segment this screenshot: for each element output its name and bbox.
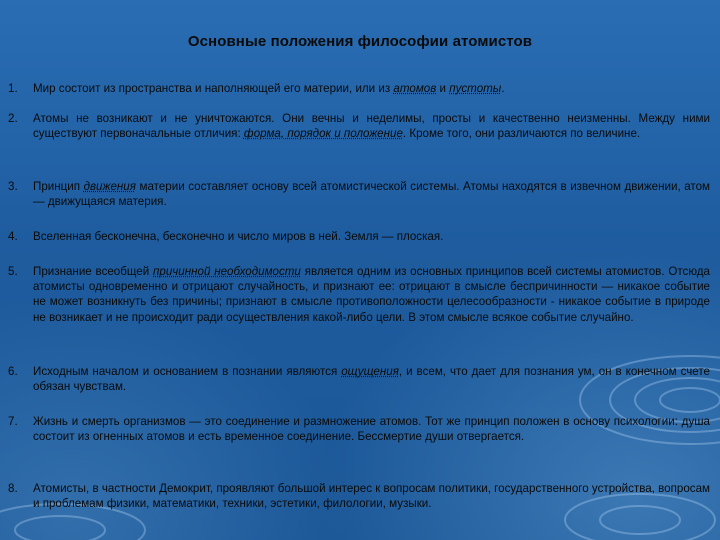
item-text: Мир состоит из пространства и наполняющей его материи, или из атомов и пустоты.	[33, 82, 505, 95]
item-number: 4.	[8, 230, 18, 243]
item-number: 2.	[8, 112, 18, 125]
item-text: Атомисты, в частности Демокрит, проявляют большой интерес к вопросам политики, государственного устройства, вопросам и проблемам физики, математики, техники, эстетики, филологии, музыки.	[33, 482, 710, 511]
slide-title: Основные положения философии атомистов	[187, 33, 533, 50]
item-text: Вселенная бесконечна, бесконечно и число миров в ней. Земля — плоская.	[33, 230, 444, 243]
item-number: 8.	[8, 482, 18, 495]
list-item	[8, 81, 710, 96]
list-item	[8, 229, 710, 244]
item-number: 5.	[8, 265, 18, 278]
list-item	[8, 111, 710, 141]
item-number: 6.	[8, 365, 18, 378]
list-item	[8, 414, 710, 444]
item-number: 1.	[8, 82, 18, 95]
list-item	[8, 264, 710, 325]
item-text: Атомы не возникают и не уничтожаются. Они вечны и неделимы, просты и качественно неизменны. Между ними существуют первоначальные отличия: форма, порядок и положение. Кроме того, они различаются по величине.	[33, 112, 710, 141]
list-item	[8, 364, 710, 394]
item-text: Признание всеобщей причинной необходимости является одним из основных принципов всей системы атомистов. Отсюда атомисты одновременно и отрицают случайность, и признают ее: отрицают в смысле беспричинности — никакое событие не может возникнуть без причины; признают в смысле противоположности целесообразности - никакое событие в природе не возникает и не происходит ради осуществления какой-либо цели. В этом смысле всякое событие случайно.	[33, 265, 710, 324]
item-text: Исходным началом и основанием в познании являются ощущения, и всем, что дает для познания ум, он в конечном счете обязан чувствам.	[33, 365, 710, 394]
item-number: 3.	[8, 180, 18, 193]
list-item	[8, 179, 710, 209]
item-text: Жизнь и смерть организмов — это соединение и размножение атомов. Тот же принцип положен в основу психологии: душа состоит из огненных атомов и есть временное соединение. Бессмертие души отвергается.	[33, 415, 710, 444]
item-number: 7.	[8, 415, 18, 428]
list-item	[8, 481, 710, 511]
item-text: Принцип движения материи составляет основу всей атомистической системы. Атомы находятся в извечном движении, атом — движущаяся материя.	[33, 180, 710, 209]
